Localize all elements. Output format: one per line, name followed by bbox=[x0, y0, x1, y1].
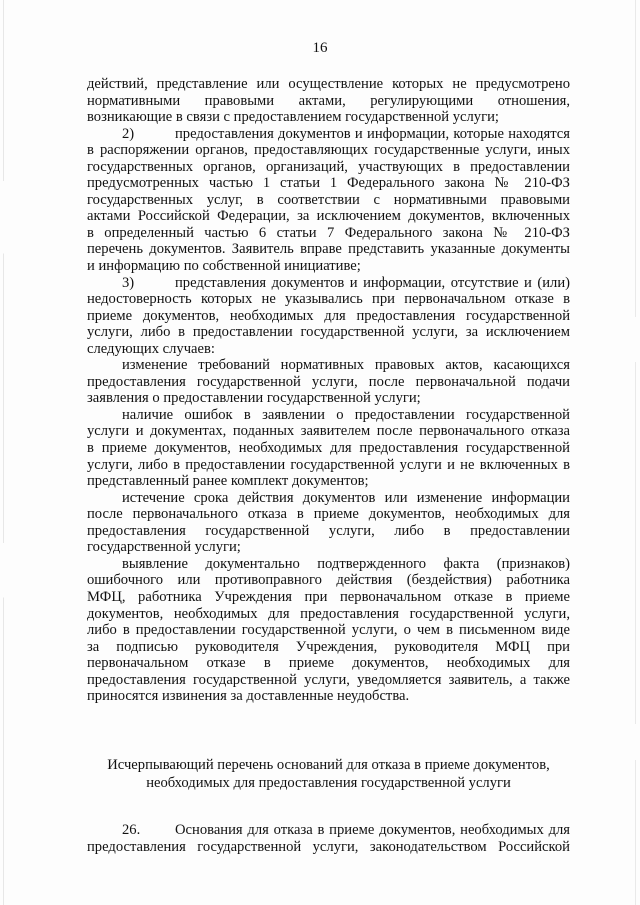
text-line: возникающие в связи с предоставлением государственной услуги; bbox=[87, 109, 499, 126]
section-heading bbox=[87, 757, 570, 792]
text-line: действий, представление или осуществление которых не предусмотрено bbox=[87, 76, 570, 92]
text-line: документов, необходимых для предоставления государственной услуги, bbox=[87, 605, 570, 622]
text-line: изменение требований нормативных правовых актов, касающихся bbox=[122, 357, 570, 374]
item-number: 26. bbox=[122, 822, 141, 838]
text-line: государственной услуги; bbox=[87, 539, 241, 556]
text-line: предоставления государственной услуги, после первоначальной подачи bbox=[87, 373, 570, 390]
text-line: в распоряжении органов, предоставляющих государственные услуги, иных bbox=[87, 142, 570, 159]
text-line: либо в предоставлении государственной услуги, о чем в письменном виде bbox=[87, 622, 570, 639]
text-line: нормативными правовыми актами, регулирующими отношения, bbox=[87, 92, 570, 109]
item-number: 2) bbox=[122, 125, 135, 142]
text-line bbox=[87, 822, 570, 839]
text-line: МФЦ, работника Учреждения при первоначальном отказе в приеме bbox=[87, 588, 570, 605]
text-line: перечень документов. Заявитель вправе представить указанные документы bbox=[87, 241, 570, 258]
text-line bbox=[87, 126, 570, 143]
text-line: за подписью руководителя Учреждения, руководителя МФЦ при bbox=[87, 638, 570, 655]
line-text: Основания для отказа в приеме документов, необходимых для bbox=[175, 822, 570, 838]
scan-edge-left bbox=[3, 0, 4, 905]
text-line: истечение срока действия документов или изменение информации bbox=[122, 489, 570, 506]
text-line: первоначальном отказе в приеме документов, необходимых для bbox=[87, 655, 570, 672]
text-line bbox=[87, 275, 570, 292]
text-line: ошибочного или противоправного действия (бездействия) работника bbox=[87, 572, 570, 589]
text-line: после первоначального отказа в приеме документов, необходимых для bbox=[87, 506, 570, 523]
text-line: в приеме документов, необходимых для предоставления государственной bbox=[87, 440, 570, 457]
section-heading-line-1: Исчерпывающий перечень оснований для отказа в приеме документов, bbox=[107, 757, 550, 773]
paragraph-26 bbox=[87, 822, 570, 855]
text-line: представленный ранее комплект документов; bbox=[87, 473, 369, 490]
text-line: предоставления государственной услуги, либо в предоставлении bbox=[87, 522, 570, 539]
text-line: заявления о предоставлении государственной услуги; bbox=[87, 390, 421, 407]
text-line: приеме документов, необходимых для предоставления государственной bbox=[87, 307, 570, 324]
text-line: недостоверность которых не указывались при первоначальном отказе в bbox=[87, 291, 570, 308]
text-line: предусмотренных частью 1 статьи 1 Федерального закона № 210-ФЗ bbox=[87, 175, 570, 192]
text-line: государственных услуг, в соответствии с нормативными правовыми bbox=[87, 191, 570, 208]
line-text: предоставления документов и информации, которые находятся bbox=[175, 125, 570, 142]
section-heading-line-2: необходимых для предоставления государственной услуги bbox=[146, 774, 511, 791]
text-line: и информацию по собственной инициативе; bbox=[87, 258, 361, 275]
text-line: предоставления государственной услуги, уведомляется заявитель, а также bbox=[87, 671, 570, 688]
page-number: 16 bbox=[312, 40, 328, 56]
item-number: 3) bbox=[122, 274, 135, 291]
line-text: представления документов и информации, отсутствие и (или) bbox=[175, 274, 570, 291]
text-line: выявление документально подтвержденного факта (признаков) bbox=[122, 555, 570, 572]
text-line: государственных органов, организаций, участвующих в предоставлении bbox=[87, 158, 570, 175]
text-line: приносятся извинения за доставленные неудобства. bbox=[87, 688, 410, 705]
scan-edge-right bbox=[635, 0, 636, 905]
text-line: следующих случаев: bbox=[87, 340, 215, 357]
text-line: услуги, либо в предоставлении государственной услуги, за исключением bbox=[87, 324, 570, 341]
text-line: актами Российской Федерации, за исключением документов, включенных bbox=[87, 208, 570, 225]
text-line: в определенный частью 6 статьи 7 Федерального закона № 210-ФЗ bbox=[87, 224, 570, 241]
text-line: предоставления государственной услуги, законодательством Российской bbox=[87, 838, 570, 855]
text-line: услуги, либо в предоставлении государственной услуги и не включенных в bbox=[87, 456, 570, 473]
text-line: наличие ошибок в заявлении о предоставлении государственной bbox=[122, 406, 570, 423]
body-text bbox=[87, 76, 570, 705]
text-line: услуги и документах, поданных заявителем после первоначального отказа bbox=[87, 423, 570, 440]
